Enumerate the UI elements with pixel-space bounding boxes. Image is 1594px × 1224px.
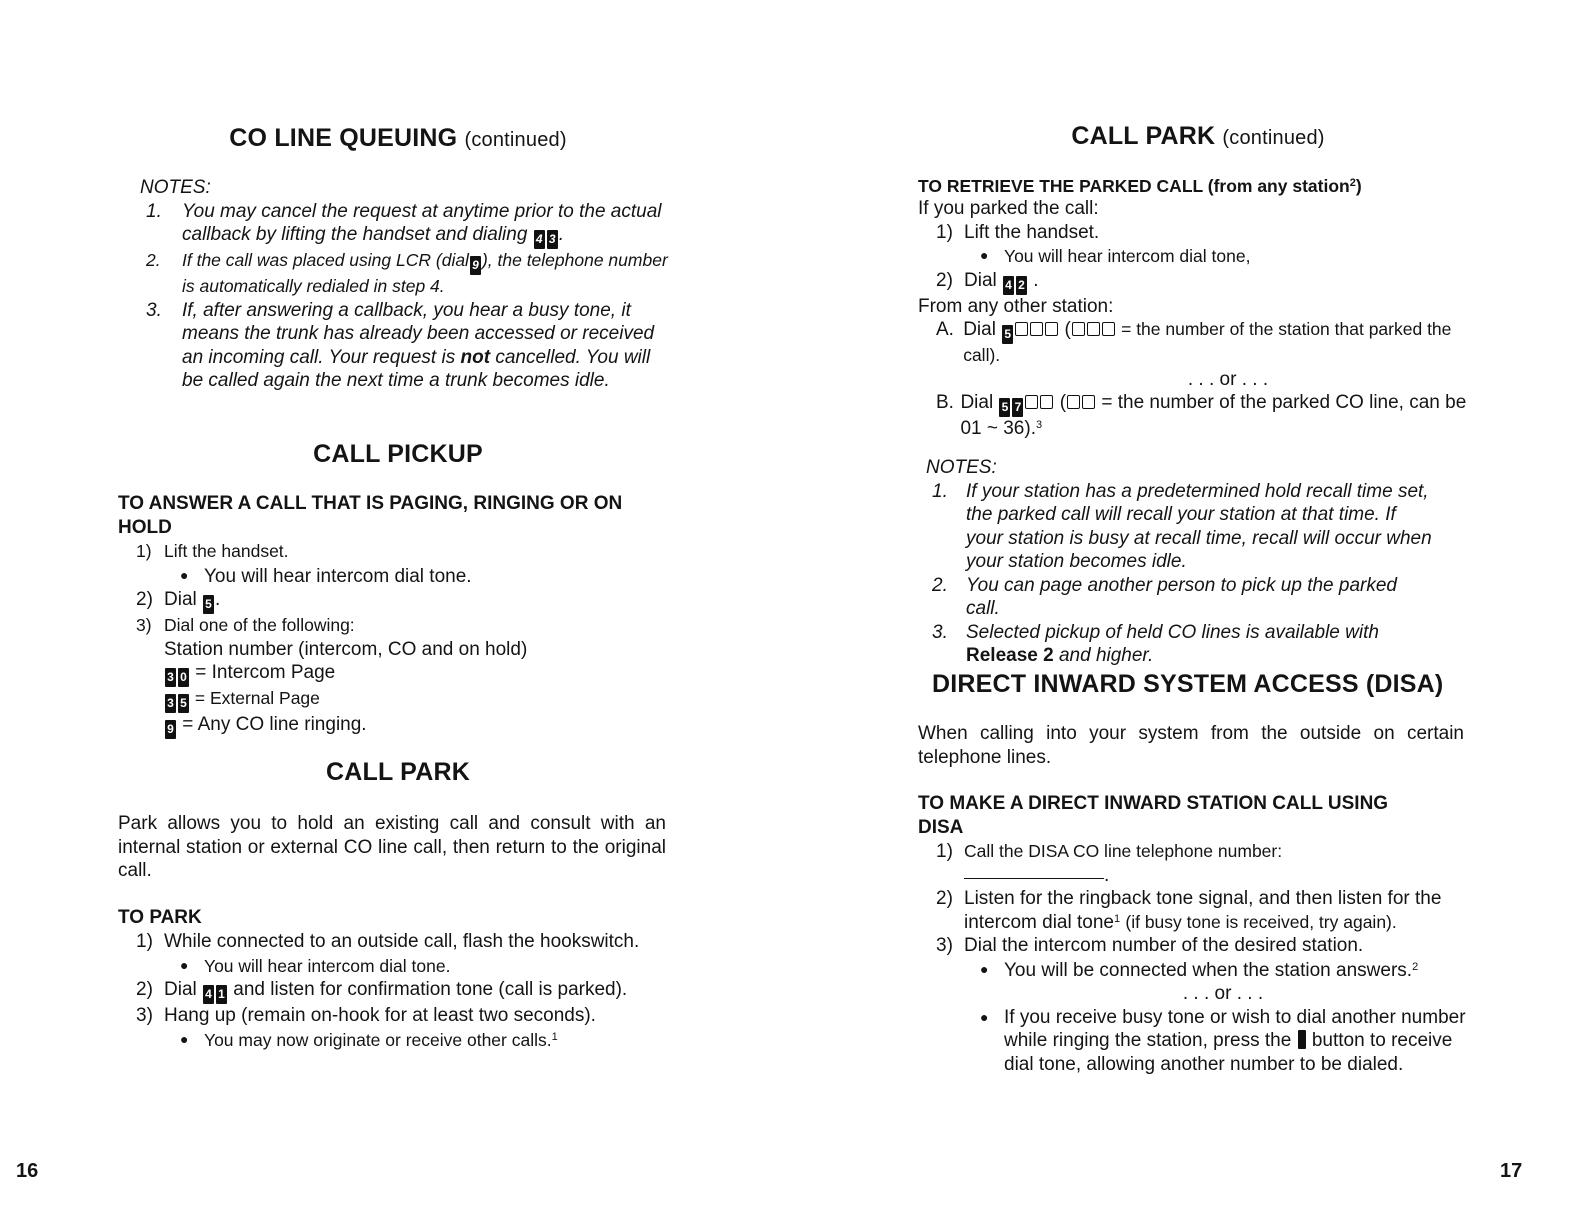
disa-intro: When calling into your system from the outside on certain telephone lines. <box>918 723 1464 768</box>
to-park-heading: TO PARK <box>118 907 202 928</box>
co-line-queuing-title: CO LINE QUEUING (continued) <box>229 124 567 152</box>
call-park-title: CALL PARK <box>326 758 470 786</box>
retrieve-subheading: TO RETRIEVE THE PARKED CALL (from any station$^2$) <box>918 176 1362 196</box>
pickup-subheading: TO ANSWER A CALL THAT IS PAGING, RINGING OR ON HOLD <box>118 493 623 538</box>
call-pickup-title: CALL PICKUP <box>313 440 483 468</box>
disa-subheading: TO MAKE A DIRECT INWARD STATION CALL USING DISA <box>918 793 1389 838</box>
page-number-left: 16 <box>16 1160 39 1182</box>
disa-steps: 1) Call the DISA CO line telephone number: . 2) Listen for the ringback tone signal, and then listen for the intercom dial tone$^1$ (if busy tone is received, try again). 3) Dial the intercom number of the desired station. ● You will be connected when the station answers.$^2$ . . . or . . . ● If you receive busy tone or wish to dial another number while ringing the station, press the button to receive dial tone, allowing another number to be dialed. <box>936 841 1466 1075</box>
park-intro: Park allows you to hold an existing call and consult with an internal station or external CO line call, then return to the original call. <box>118 813 666 881</box>
park-notes: NOTES: 1. If your station has a predetermined hold recall time set, the parked call will recall your station at that time. If your station is busy at recall time, recall will occur when your station becomes idle. 2. You can page another person to pick up the parked call. 3. Selected pickup of held CO lines is available with Release 2 and higher. <box>926 457 1432 666</box>
call-park-continued-title: CALL PARK (continued) <box>1071 122 1325 150</box>
note-2: 2. If the call was placed using LCR (dial 9 ), the telephone number is automatically redialed in step 4. <box>146 250 668 296</box>
pickup-steps: 1) Lift the handset. ● You will hear intercom dial tone. 2) Dial 5 . 3) Dial one of the following: Station number (intercom, CO and on hold) 3 0 = Intercom Page 3 5 = External Page 9 = Any CO line ringing. <box>136 540 676 739</box>
notes-label: NOTES: <box>140 177 211 198</box>
page-number-right: 17 <box>1500 1160 1523 1182</box>
queuing-notes <box>140 176 670 393</box>
retrieve-steps: If you parked the call: 1) Lift the handset. ● You will hear intercom dial tone, 2) Dial 4 2 . From any other station: A. Dial 5 ( = the number of the station that parked the call). . . . or . . . B. Dial 5 7 ( = the number of the parked CO line, can be 01 ~ 36).$^3$ <box>918 198 1467 439</box>
note-3: 3. If, after answering a callback, you hear a busy tone, it means the trunk has already been accessed or received an incoming call. Your request is not cancelled. You will be called again the next time a trunk becomes idle. <box>146 299 655 391</box>
note-1: 1. You may cancel the request at anytime prior to the actual callback by lifting the handset and dialing 4 3 . <box>140 200 670 250</box>
park-steps: 1) While connected to an outside call, flash the hookswitch. ● You will hear intercom dial tone. 2) Dial 4 1 and listen for confirmation tone (call is parked). 3) Hang up (remain on-hook for at least two seconds). ● You may now originate or receive other calls.$^1$ <box>136 931 640 1050</box>
disa-title: DIRECT INWARD SYSTEM ACCESS (DISA) <box>932 670 1444 698</box>
